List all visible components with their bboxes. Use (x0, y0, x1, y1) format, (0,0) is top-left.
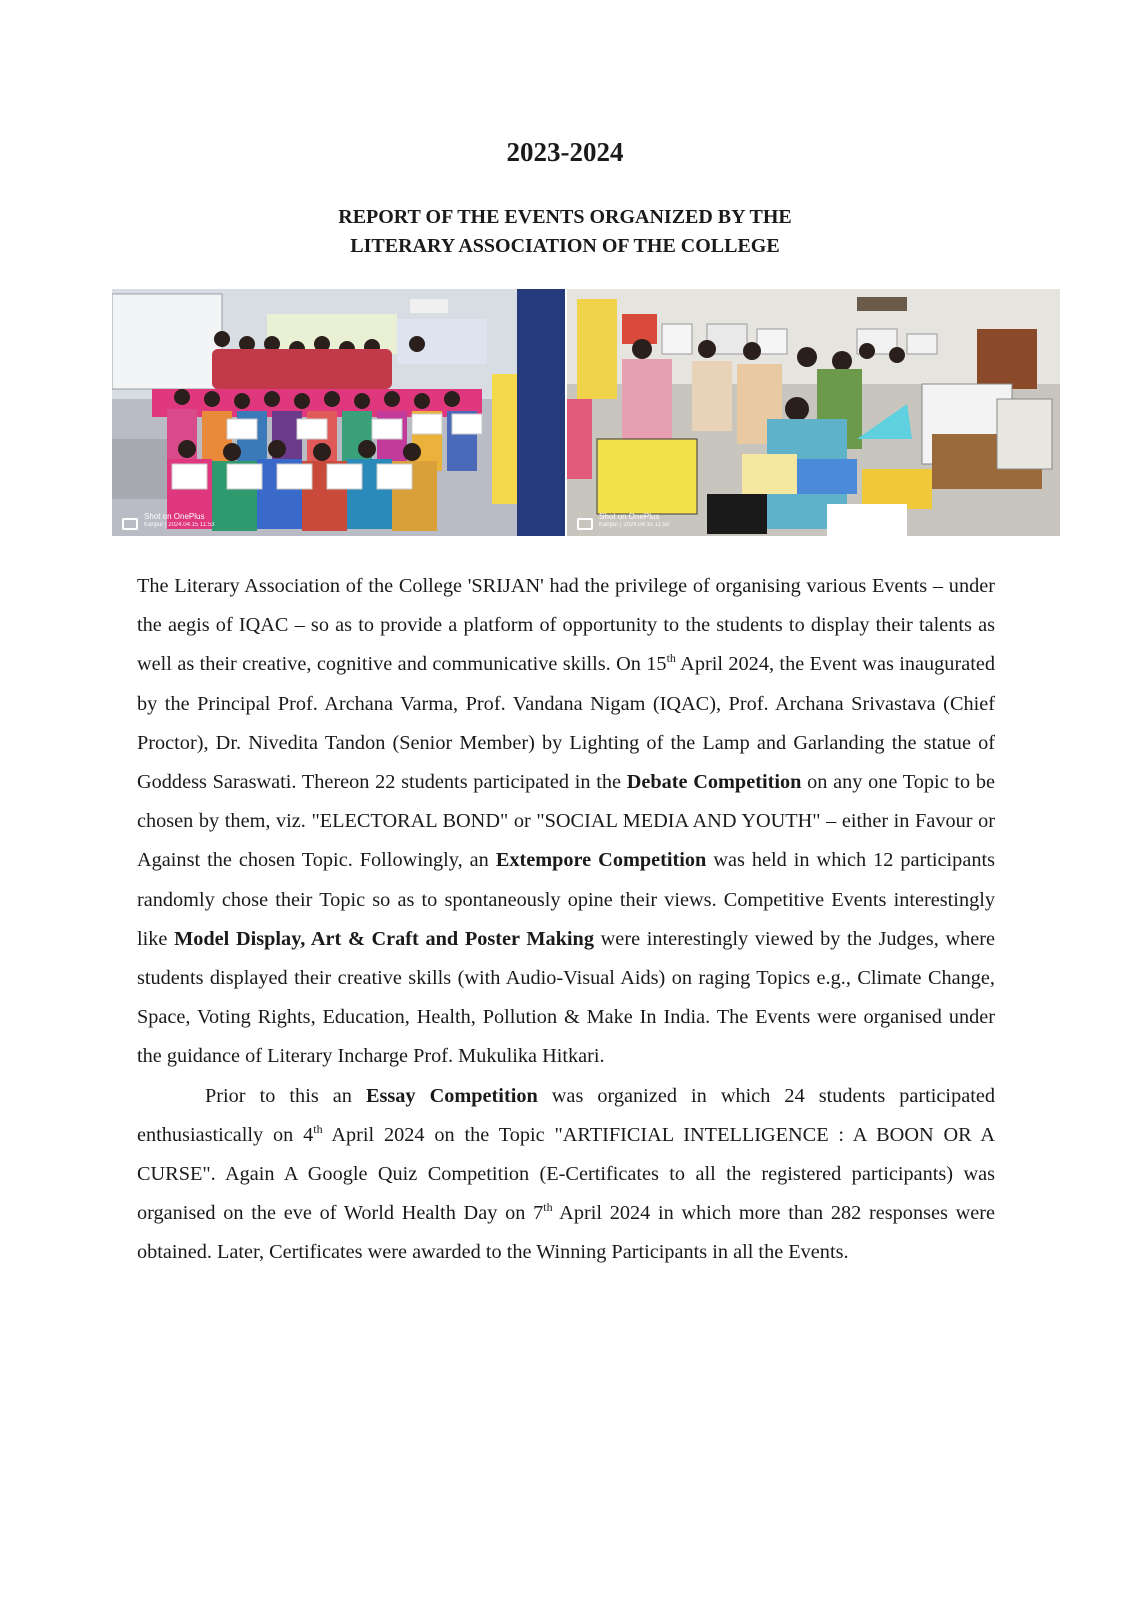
watermark-brand: Shot on OnePlus (599, 512, 660, 521)
report-paragraph-1: The Literary Association of the College 'SRIJAN' had the privilege of organising various Events – under the aegis of IQAC – so as to provide a platform of opportunity to the students to display their talents as well as their creative, cognitive and communicative skills. On 15th April 2024, the Event was inaugurated by the Principal Prof. Archana Varma, Prof. Vandana Nigam (IQAC), Prof. Archana Srivastava (Chief Proctor), Dr. Nivedita Tandon (Senior Member) by Lighting of the Lamp and Garlanding the statue of Goddess Saraswati. Thereon 22 students participated in the Debate Competition on any one Topic to be chosen by them, viz. "ELECTORAL BOND" or "SOCIAL MEDIA AND YOUTH" – either in Favour or Against the chosen Topic. Followingly, an Extempore Competition was held in which 12 participants randomly chose their Topic so as to spontaneously opine their views. Competitive Events interestingly like Model Display, Art & Craft and Poster Making were interestingly viewed by the Judges, where students displayed their creative skills (with Audio-Visual Aids) on raging Topics e.g., Climate Change, Space, Voting Rights, Education, Health, Pollution & Make In India. The Events were organised under the guidance of Literary Incharge Prof. Mukulika Hitkari. (137, 575, 995, 1068)
report-paragraph-2: Prior to this an Essay Competition was organized in which 24 students participated enthusiastically on 4th April 2024 on the Topic "ARTIFICIAL INTELLIGENCE : A BOON OR A CURSE". Again A Google Quiz Competition (E-Certificates to all the registered participants) was organised on the eve of World Health Day on 7th April 2024 in which more than 282 responses were obtained. Later, Certificates were awarded to the Winning Participants in all the Events. (137, 1084, 995, 1264)
photo-watermark (577, 512, 670, 530)
camera-icon (577, 518, 593, 530)
debate-competition-label: Debate Competition (626, 771, 802, 794)
event-photos (112, 289, 1060, 536)
watermark-location-time: Kanpur | 2024.04.15 11:53 (144, 522, 215, 528)
report-title-line-1: REPORT OF THE EVENTS ORGANIZED BY THE (338, 206, 792, 228)
photo-certificate-ceremony (112, 289, 565, 536)
essay-competition-label: Essay Competition (365, 1084, 538, 1107)
watermark-brand: Shot on OnePlus (144, 512, 205, 521)
photo-model-display (567, 289, 1060, 536)
report-title (0, 203, 1130, 261)
model-display-label: Model Display, Art & Craft and Poster Making (174, 927, 594, 950)
report-year: 2023-2024 (506, 137, 624, 167)
report-body (137, 567, 995, 1273)
camera-icon (122, 518, 138, 530)
photo-watermark (122, 512, 215, 530)
watermark-location-time: Kanpur | 2024.04.15 11:50 (599, 522, 670, 528)
extempore-competition-label: Extempore Competition (495, 849, 707, 872)
report-title-line-2: LITERARY ASSOCIATION OF THE COLLEGE (350, 235, 780, 257)
